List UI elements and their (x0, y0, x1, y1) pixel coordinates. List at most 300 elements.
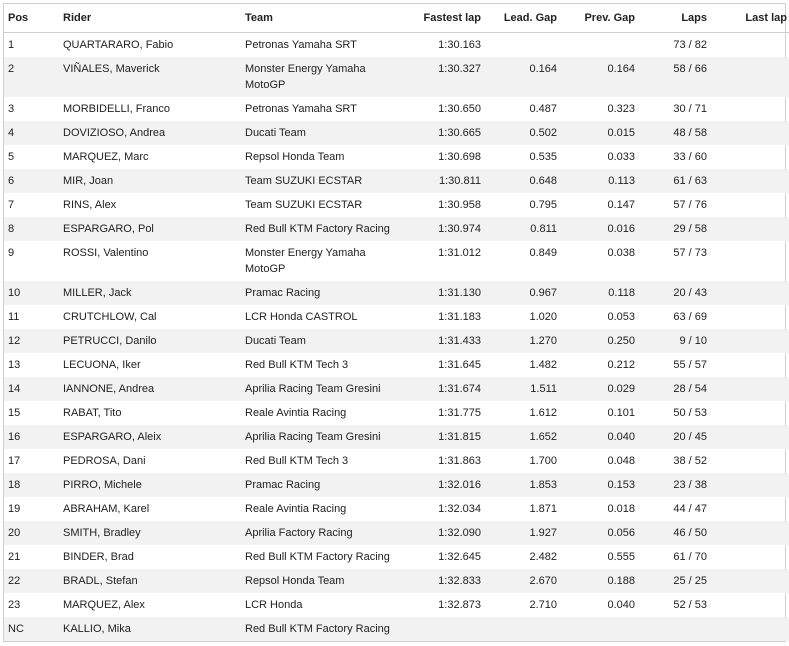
cell-prev-gap-text: 0.323 (607, 103, 635, 115)
cell-prev-gap (557, 305, 635, 329)
cell-prev-gap-text: 0.555 (607, 551, 635, 563)
results-table-container (3, 3, 786, 642)
cell-laps-text: 23 / 38 (673, 479, 707, 491)
cell-laps-text (635, 617, 707, 621)
cell-lead-gap-text: 0.487 (529, 103, 557, 115)
cell-lead-gap (481, 305, 557, 329)
table-header-row (4, 4, 789, 33)
cell-rider-text: PEDROSA, Dani (63, 455, 146, 467)
cell-laps-text: 20 / 43 (673, 287, 707, 299)
cell-lead-gap-text: 0.648 (529, 175, 557, 187)
cell-last-lap (707, 569, 789, 593)
cell-pos-text: 5 (8, 151, 15, 163)
cell-prev-gap (557, 57, 635, 97)
cell-laps-text: 73 / 82 (673, 39, 707, 51)
cell-pos-text: 8 (8, 223, 15, 235)
cell-pos (4, 545, 63, 569)
cell-rider-text: PETRUCCI, Danilo (63, 335, 157, 347)
cell-pos (4, 377, 63, 401)
cell-team (245, 97, 410, 121)
cell-prev-gap-text: 0.033 (607, 151, 635, 163)
cell-laps (635, 281, 707, 305)
cell-fastest-lap (410, 521, 481, 545)
cell-laps (635, 473, 707, 497)
cell-fastest-lap (410, 497, 481, 521)
cell-last-lap-text (707, 121, 787, 125)
cell-last-lap (707, 169, 789, 193)
cell-last-lap-text (707, 217, 787, 221)
header-pos[interactable]: Pos (4, 4, 63, 33)
cell-lead-gap-text: 0.849 (529, 247, 557, 259)
cell-laps-text: 20 / 45 (673, 431, 707, 443)
cell-pos (4, 449, 63, 473)
table-row[interactable] (4, 569, 789, 593)
cell-fastest-lap-text: 1:30.974 (438, 223, 481, 235)
cell-lead-gap-text: 1.270 (529, 335, 557, 347)
cell-fastest-lap-text: 1:30.811 (438, 175, 481, 187)
cell-pos-text: 20 (8, 527, 21, 539)
cell-laps (635, 33, 707, 58)
cell-prev-gap-text: 0.056 (607, 527, 635, 539)
cell-fastest-lap-text: 1:30.327 (438, 63, 481, 75)
cell-rider (63, 57, 245, 97)
cell-fastest-lap-text: 1:32.645 (438, 551, 481, 563)
table-row[interactable] (4, 473, 789, 497)
cell-lead-gap (481, 377, 557, 401)
cell-team (245, 425, 410, 449)
cell-rider-text: PIRRO, Michele (63, 479, 142, 491)
cell-prev-gap (557, 145, 635, 169)
cell-rider-text: CRUTCHLOW, Cal (63, 311, 157, 323)
cell-prev-gap-text: 0.113 (608, 175, 635, 187)
table-row[interactable] (4, 241, 789, 281)
cell-laps (635, 169, 707, 193)
cell-laps-text: 33 / 60 (673, 151, 707, 163)
cell-lead-gap-text: 1.871 (529, 503, 557, 515)
cell-team-text: Aprilia Racing Team Gresini (245, 383, 381, 395)
cell-prev-gap (557, 569, 635, 593)
cell-pos (4, 569, 63, 593)
cell-rider-text: MILLER, Jack (63, 287, 132, 299)
cell-rider (63, 377, 245, 401)
cell-laps (635, 425, 707, 449)
cell-pos (4, 57, 63, 97)
header-lead-gap[interactable]: Lead. Gap (481, 4, 557, 33)
cell-prev-gap (557, 401, 635, 425)
cell-last-lap-text (707, 169, 787, 173)
cell-team-text: Red Bull KTM Tech 3 (245, 359, 349, 371)
table-row[interactable] (4, 377, 789, 401)
cell-lead-gap-text: 0.967 (529, 287, 557, 299)
table-row[interactable] (4, 593, 789, 617)
cell-lead-gap (481, 521, 557, 545)
cell-team-text: LCR Honda (245, 599, 303, 611)
cell-lead-gap-text: 2.482 (529, 551, 557, 563)
cell-fastest-lap (410, 545, 481, 569)
cell-team (245, 401, 410, 425)
header-rider[interactable]: Rider (63, 4, 245, 33)
cell-prev-gap-text: 0.101 (607, 407, 635, 419)
cell-prev-gap-text: 0.164 (607, 63, 635, 75)
cell-laps (635, 617, 707, 641)
cell-pos-text: 15 (8, 407, 21, 419)
cell-lead-gap (481, 425, 557, 449)
cell-team-text: Petronas Yamaha SRT (245, 103, 357, 115)
cell-team-text: Aprilia Factory Racing (245, 527, 353, 539)
cell-fastest-lap-text: 1:30.958 (438, 199, 481, 211)
cell-lead-gap-text: 1.020 (529, 311, 557, 323)
header-prev-gap[interactable]: Prev. Gap (557, 4, 635, 33)
cell-fastest-lap (410, 33, 481, 58)
cell-pos (4, 241, 63, 281)
cell-fastest-lap (410, 193, 481, 217)
cell-rider (63, 497, 245, 521)
cell-fastest-lap (410, 57, 481, 97)
cell-rider-text: DOVIZIOSO, Andrea (63, 127, 166, 139)
table-row[interactable] (4, 217, 789, 241)
cell-last-lap-text (707, 377, 787, 381)
cell-laps (635, 377, 707, 401)
cell-rider-text: MARQUEZ, Marc (63, 151, 149, 163)
cell-laps (635, 97, 707, 121)
cell-rider (63, 217, 245, 241)
cell-laps (635, 121, 707, 145)
table-row[interactable] (4, 33, 789, 58)
cell-last-lap-text (707, 521, 787, 525)
cell-rider (63, 593, 245, 617)
table-row[interactable] (4, 329, 789, 353)
cell-pos (4, 497, 63, 521)
cell-pos (4, 329, 63, 353)
cell-pos-text: 7 (8, 199, 15, 211)
results-table (4, 4, 789, 641)
cell-rider (63, 569, 245, 593)
cell-rider (63, 193, 245, 217)
cell-pos (4, 217, 63, 241)
cell-pos-text: 18 (8, 479, 21, 491)
cell-team-text: Pramac Racing (245, 479, 321, 491)
cell-pos (4, 617, 63, 641)
cell-team-text: Pramac Racing (245, 287, 321, 299)
cell-pos-text: 17 (8, 455, 21, 467)
cell-lead-gap (481, 401, 557, 425)
cell-team-text: Reale Avintia Racing (245, 407, 347, 419)
cell-rider-text: MORBIDELLI, Franco (63, 103, 170, 115)
cell-rider-text: BINDER, Brad (63, 551, 134, 563)
cell-team-text: Repsol Honda Team (245, 151, 345, 163)
cell-laps-text: 9 / 10 (679, 335, 707, 347)
cell-fastest-lap-text: 1:31.863 (438, 455, 481, 467)
cell-team (245, 521, 410, 545)
cell-last-lap-text (707, 97, 787, 101)
cell-team-text: Team SUZUKI ECSTAR (245, 175, 363, 187)
cell-pos (4, 425, 63, 449)
cell-laps-text: 30 / 71 (673, 103, 707, 115)
table-row[interactable] (4, 449, 789, 473)
cell-prev-gap (557, 473, 635, 497)
cell-lead-gap-text: 2.670 (529, 575, 557, 587)
table-row[interactable] (4, 353, 789, 377)
cell-fastest-lap-text: 1:31.130 (438, 287, 481, 299)
cell-last-lap-text (707, 281, 787, 285)
cell-pos (4, 521, 63, 545)
cell-laps (635, 241, 707, 281)
cell-team-text: Reale Avintia Racing (245, 503, 347, 515)
table-row[interactable] (4, 545, 789, 569)
cell-rider (63, 617, 245, 641)
cell-fastest-lap (410, 145, 481, 169)
cell-lead-gap (481, 593, 557, 617)
cell-last-lap-text (707, 401, 787, 405)
cell-laps-text: 57 / 76 (673, 199, 707, 211)
cell-fastest-lap (410, 305, 481, 329)
cell-pos (4, 193, 63, 217)
cell-rider (63, 449, 245, 473)
cell-last-lap (707, 497, 789, 521)
header-team[interactable]: Team (245, 4, 410, 33)
cell-fastest-lap-text: 1:32.090 (438, 527, 481, 539)
cell-lead-gap (481, 281, 557, 305)
cell-pos-text: 2 (8, 63, 15, 75)
cell-laps (635, 217, 707, 241)
cell-team-text: LCR Honda CASTROL (245, 311, 358, 323)
table-row[interactable] (4, 145, 789, 169)
cell-prev-gap (557, 449, 635, 473)
cell-pos-text: 19 (8, 503, 21, 515)
cell-lead-gap-text (481, 617, 557, 621)
table-row[interactable] (4, 305, 789, 329)
cell-team-text: Red Bull KTM Factory Racing (245, 551, 390, 563)
cell-prev-gap (557, 33, 635, 58)
cell-rider-text: QUARTARARO, Fabio (63, 39, 174, 51)
cell-pos-text: 10 (8, 287, 21, 299)
cell-prev-gap (557, 425, 635, 449)
cell-team (245, 193, 410, 217)
cell-pos-text: 23 (8, 599, 21, 611)
table-row[interactable] (4, 521, 789, 545)
cell-prev-gap-text: 0.029 (607, 383, 635, 395)
cell-prev-gap-text: 0.048 (607, 455, 635, 467)
table-row[interactable] (4, 617, 789, 641)
cell-fastest-lap-text: 1:30.163 (438, 39, 481, 51)
cell-prev-gap-text: 0.018 (607, 503, 635, 515)
cell-team (245, 305, 410, 329)
cell-laps-text: 48 / 58 (673, 127, 707, 139)
cell-lead-gap-text: 1.511 (530, 383, 557, 395)
cell-prev-gap-text: 0.147 (607, 199, 635, 211)
cell-laps (635, 305, 707, 329)
cell-rider (63, 241, 245, 281)
cell-last-lap (707, 121, 789, 145)
cell-last-lap (707, 473, 789, 497)
cell-team (245, 473, 410, 497)
cell-lead-gap-text: 0.502 (529, 127, 557, 139)
cell-last-lap (707, 217, 789, 241)
cell-last-lap-text (707, 545, 787, 549)
cell-laps-text: 58 / 66 (673, 63, 707, 75)
cell-prev-gap (557, 329, 635, 353)
cell-rider-text: MARQUEZ, Alex (63, 599, 145, 611)
cell-lead-gap (481, 33, 557, 58)
cell-rider-text: SMITH, Bradley (63, 527, 141, 539)
cell-fastest-lap-text: 1:32.016 (438, 479, 481, 491)
cell-laps (635, 497, 707, 521)
cell-team (245, 217, 410, 241)
cell-team (245, 145, 410, 169)
cell-fastest-lap (410, 593, 481, 617)
cell-fastest-lap (410, 617, 481, 641)
cell-laps-text: 57 / 73 (673, 247, 707, 259)
cell-team-text: Monster Energy Yamaha MotoGP (245, 247, 366, 275)
cell-team (245, 545, 410, 569)
cell-laps-text: 61 / 63 (673, 175, 707, 187)
cell-team (245, 241, 410, 281)
cell-laps (635, 545, 707, 569)
cell-laps-text: 63 / 69 (673, 311, 707, 323)
cell-last-lap (707, 425, 789, 449)
cell-lead-gap-text: 1.482 (529, 359, 557, 371)
cell-lead-gap (481, 121, 557, 145)
table-row[interactable] (4, 281, 789, 305)
cell-fastest-lap (410, 217, 481, 241)
cell-rider (63, 473, 245, 497)
cell-team (245, 449, 410, 473)
table-row[interactable] (4, 97, 789, 121)
cell-prev-gap-text: 0.016 (607, 223, 635, 235)
cell-team (245, 617, 410, 641)
cell-rider-text: ROSSI, Valentino (63, 247, 149, 259)
cell-pos (4, 121, 63, 145)
cell-laps (635, 449, 707, 473)
cell-prev-gap-text: 0.118 (608, 287, 635, 299)
cell-prev-gap-text: 0.015 (607, 127, 635, 139)
cell-last-lap-text (707, 33, 787, 37)
cell-team (245, 569, 410, 593)
cell-laps (635, 145, 707, 169)
table-row[interactable] (4, 57, 789, 97)
cell-pos (4, 401, 63, 425)
cell-pos-text: 13 (8, 359, 21, 371)
cell-rider-text: IANNONE, Andrea (63, 383, 155, 395)
cell-lead-gap-text: 1.652 (529, 431, 557, 443)
cell-rider-text: ESPARGARO, Aleix (63, 431, 162, 443)
table-row[interactable] (4, 497, 789, 521)
cell-fastest-lap-text: 1:31.433 (438, 335, 481, 347)
cell-team (245, 33, 410, 58)
cell-fastest-lap (410, 401, 481, 425)
cell-prev-gap (557, 281, 635, 305)
cell-team (245, 329, 410, 353)
cell-rider (63, 401, 245, 425)
cell-team (245, 353, 410, 377)
cell-last-lap-text (707, 497, 787, 501)
cell-last-lap (707, 33, 789, 58)
cell-rider-text: KALLIO, Mika (63, 623, 131, 635)
cell-last-lap (707, 305, 789, 329)
cell-last-lap (707, 145, 789, 169)
cell-fastest-lap (410, 97, 481, 121)
cell-laps (635, 193, 707, 217)
cell-rider (63, 281, 245, 305)
cell-pos-text: 9 (8, 247, 15, 259)
cell-fastest-lap-text: 1:30.698 (438, 151, 481, 163)
cell-rider (63, 145, 245, 169)
cell-lead-gap-text: 2.710 (529, 599, 557, 611)
header-laps[interactable]: Laps (635, 4, 707, 33)
cell-prev-gap-text: 0.040 (607, 599, 635, 611)
cell-prev-gap (557, 169, 635, 193)
cell-prev-gap-text: 0.153 (607, 479, 635, 491)
cell-prev-gap (557, 377, 635, 401)
cell-laps-text: 46 / 50 (673, 527, 707, 539)
cell-pos-text: 1 (8, 39, 15, 51)
cell-laps (635, 569, 707, 593)
cell-fastest-lap (410, 241, 481, 281)
cell-last-lap (707, 449, 789, 473)
cell-pos-text: 11 (8, 311, 20, 323)
header-last-lap[interactable]: Last lap (707, 4, 789, 33)
cell-last-lap-text (707, 617, 787, 621)
cell-last-lap-text (707, 425, 787, 429)
cell-lead-gap-text: 0.795 (529, 199, 557, 211)
cell-laps-text: 25 / 25 (673, 575, 707, 587)
cell-pos (4, 169, 63, 193)
cell-pos (4, 473, 63, 497)
cell-rider-text: RINS, Alex (63, 199, 117, 211)
cell-fastest-lap (410, 569, 481, 593)
cell-laps-text: 61 / 70 (673, 551, 707, 563)
cell-laps-text: 52 / 53 (673, 599, 707, 611)
cell-pos-text: 4 (8, 127, 15, 139)
cell-lead-gap-text: 0.535 (529, 151, 557, 163)
cell-lead-gap (481, 57, 557, 97)
cell-last-lap (707, 329, 789, 353)
cell-last-lap (707, 617, 789, 641)
cell-team (245, 497, 410, 521)
cell-rider-text: LECUONA, Iker (63, 359, 141, 371)
header-fastest-lap[interactable]: Fastest lap (410, 4, 481, 33)
cell-prev-gap (557, 217, 635, 241)
cell-last-lap (707, 241, 789, 281)
table-row[interactable] (4, 193, 789, 217)
cell-rider (63, 425, 245, 449)
cell-pos (4, 593, 63, 617)
cell-fastest-lap-text: 1:31.012 (438, 247, 481, 259)
cell-last-lap (707, 281, 789, 305)
table-row[interactable] (4, 121, 789, 145)
cell-lead-gap (481, 473, 557, 497)
cell-laps (635, 593, 707, 617)
cell-lead-gap (481, 241, 557, 281)
cell-prev-gap (557, 97, 635, 121)
cell-rider (63, 97, 245, 121)
cell-last-lap (707, 545, 789, 569)
cell-last-lap (707, 593, 789, 617)
cell-prev-gap (557, 617, 635, 641)
cell-pos (4, 281, 63, 305)
cell-team-text: Ducati Team (245, 335, 306, 347)
cell-last-lap-text (707, 241, 787, 245)
table-row[interactable] (4, 425, 789, 449)
cell-pos-text: 14 (8, 383, 21, 395)
cell-prev-gap-text: 0.038 (607, 247, 635, 259)
table-row[interactable] (4, 169, 789, 193)
table-row[interactable] (4, 401, 789, 425)
cell-rider (63, 169, 245, 193)
cell-last-lap-text (707, 305, 787, 309)
cell-last-lap-text (707, 569, 787, 573)
cell-prev-gap (557, 521, 635, 545)
